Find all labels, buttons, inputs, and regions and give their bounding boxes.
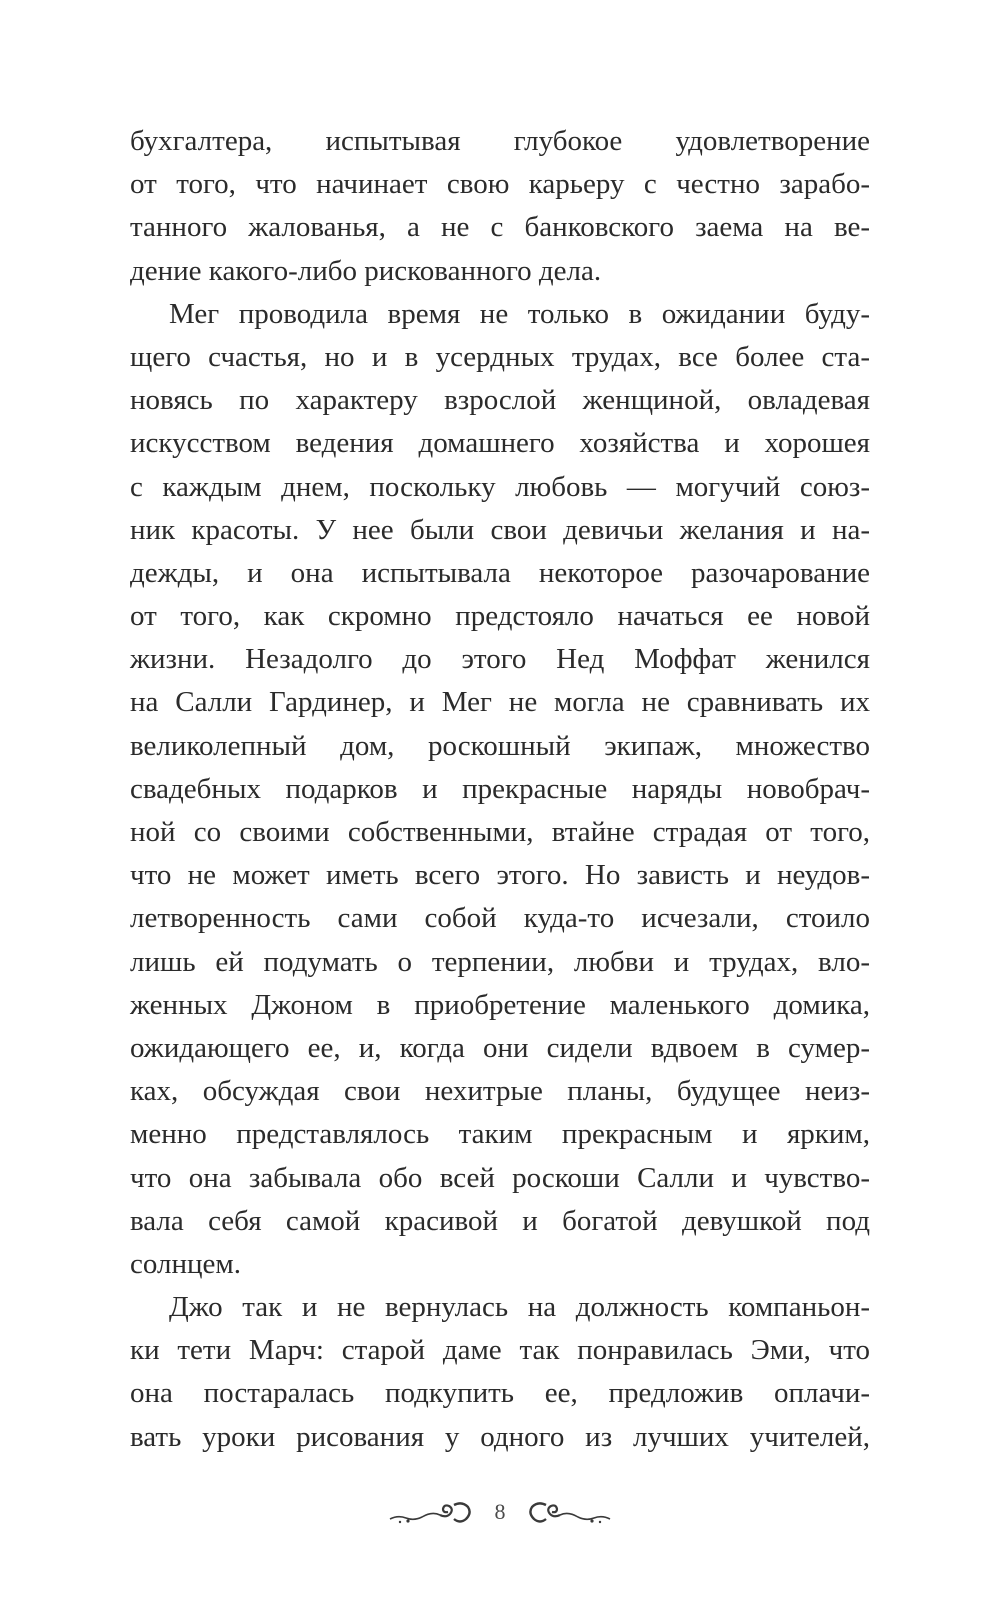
text-line: лишь ей подумать о терпении, любви и трудах, вло- xyxy=(130,945,870,978)
text-line: женных Джоном в приобретение маленького домика, xyxy=(130,988,870,1021)
text-line: вала себя самой красивой и богатой девушкой под xyxy=(130,1204,870,1237)
text-line: от того, как скромно предстояло начаться ее новой xyxy=(130,600,870,633)
text-line: танного жалованья, а не с банковского заема на ве- xyxy=(130,211,870,244)
text-line: от того, что начинает свою карьеру с честно зарабо- xyxy=(130,168,870,201)
page-footer xyxy=(0,1492,1000,1532)
text-line: летворенность сами собой куда-то исчезали, стоило xyxy=(130,902,870,935)
text-line: что не может иметь всего этого. Но зависть и неудов- xyxy=(130,859,870,892)
text-line: жизни. Незадолго до этого Нед Моффат женился xyxy=(130,643,870,676)
page-number: 8 xyxy=(494,1499,506,1524)
text-line: дение какого-либо рискованного дела. xyxy=(130,254,602,287)
swirl-ornament-icon xyxy=(522,1497,612,1527)
text-line: солнцем. xyxy=(130,1247,241,1280)
swirl-ornament-icon xyxy=(388,1497,478,1527)
text-line: ник красоты. У нее были свои девичьи желания и на- xyxy=(130,513,870,546)
paragraph-start-line: Джо так и не вернулась на должность компаньон- xyxy=(169,1291,870,1324)
text-line: с каждым днем, поскольку любовь — могучий союз- xyxy=(130,470,870,503)
text-line: искусством ведения домашнего хозяйства и хорошея xyxy=(130,427,870,460)
text-line: она постаралась подкупить ее, предложив оплачи- xyxy=(130,1377,870,1410)
page-body xyxy=(130,120,870,1459)
text-line: дежды, и она испытывала некоторое разочарование xyxy=(130,556,870,589)
text-line: свадебных подарков и прекрасные наряды новобрач- xyxy=(130,772,870,805)
text-line: на Салли Гардинер, и Мег не могла не сравнивать их xyxy=(130,686,870,719)
text-line: ожидающего ее, и, когда они сидели вдвоем в сумер- xyxy=(130,1031,870,1064)
text-line: ной со своими собственными, втайне страдая от того, xyxy=(130,816,870,848)
text-line: ках, обсуждая свои нехитрые планы, будущее неиз- xyxy=(130,1075,870,1108)
text-line: новясь по характеру взрослой женщиной, овладевая xyxy=(130,384,870,417)
text-line: что она забывала обо всей роскоши Салли и чувство- xyxy=(130,1161,870,1194)
text-line: менно представлялось таким прекрасным и ярким, xyxy=(130,1118,870,1151)
text-line: вать уроки рисования у одного из лучших учителей, xyxy=(130,1420,870,1453)
text-line: великолепный дом, роскошный экипаж, множество xyxy=(130,729,870,762)
paragraph-start-line: Мег проводила время не только в ожидании буду- xyxy=(169,297,870,330)
text-line: ки тети Марч: старой даме так понравилась Эми, что xyxy=(130,1334,870,1367)
text-line: щего счастья, но и в усердных трудах, все более ста- xyxy=(130,340,870,373)
text-line: бухгалтера, испытывая глубокое удовлетворение xyxy=(130,125,870,157)
